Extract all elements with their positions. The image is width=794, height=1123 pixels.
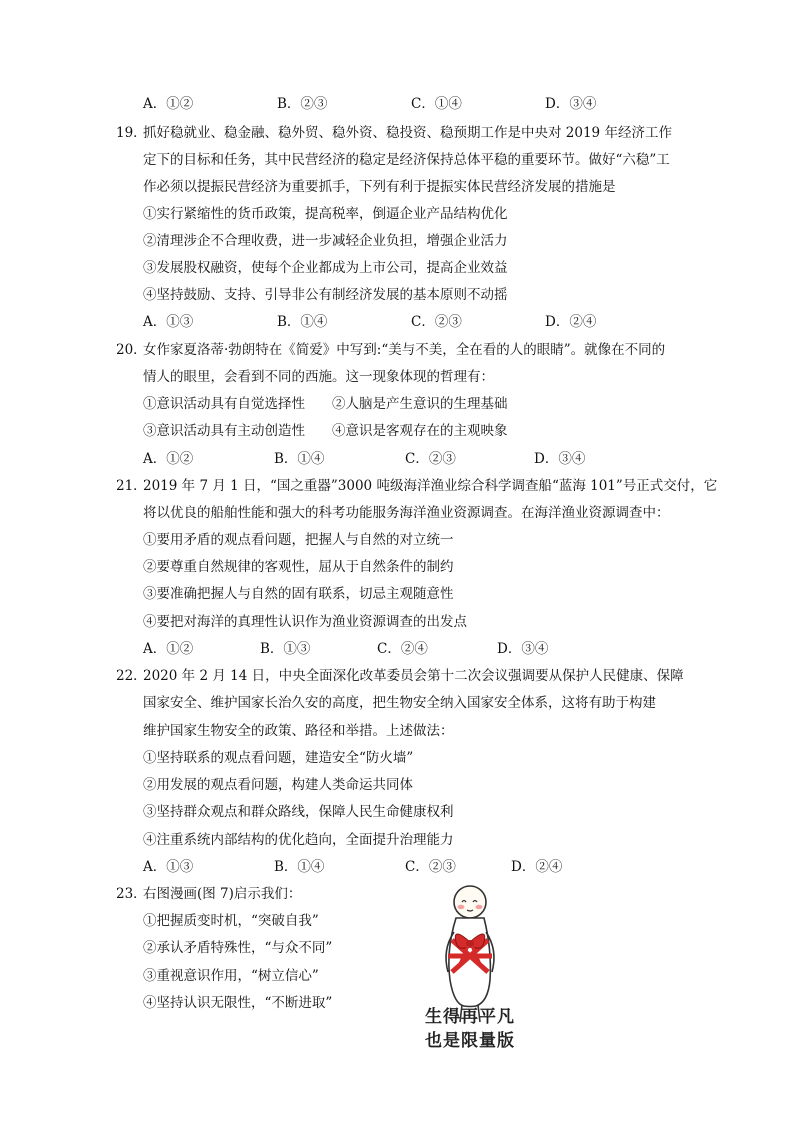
q21-option-b: B．①③ (260, 641, 311, 657)
q21-item: ②要尊重自然规律的客观性，屈从于自然条件的制约 (143, 559, 454, 575)
q23-item: ②承认矛盾特殊性，“与众不同” (143, 940, 333, 956)
q20-item: ①意识活动具有自觉选择性 ②人脑是产生意识的生理基础 (143, 396, 508, 412)
q22-number: 22． (116, 668, 147, 684)
q21-number: 21． (116, 478, 147, 494)
q20-option-c: C．②③ (405, 451, 456, 467)
q22-item: ③坚持群众观点和群众路线，保障人民生命健康权利 (143, 804, 454, 820)
q18-option-a: A．①② (143, 96, 194, 112)
q22-item: ①坚持联系的观点看问题，建造安全“防火墙” (143, 750, 414, 766)
q23-item: ③重视意识作用，“树立信心” (143, 968, 319, 984)
q18-option-d: D．③④ (545, 96, 597, 112)
q22-option-c: C．②③ (405, 859, 456, 875)
q22-stem-line: 2020 年 2 月 14 日，中央全面深化改革委员会第十二次会议强调要从保护人民健康、保障 (143, 668, 684, 684)
q23-number: 23． (116, 886, 147, 902)
q23-stem-line: 右图漫画(图 7)启示我们： (143, 886, 302, 902)
q22-stem-line: 维护国家生物安全的政策、路径和举措。上述做法： (143, 723, 454, 739)
cartoon-caption-line2: 也是限量版 (425, 1031, 515, 1051)
q19-stem-line: 抓好稳就业、稳金融、稳外贸、稳外资、稳投资、稳预期工作是中央对 2019 年经济工作 (143, 125, 672, 141)
q19-option-b: B．①④ (277, 314, 328, 330)
q20-stem-line: 女作家夏洛蒂·勃朗特在《简爱》中写到:“美与不美，全在看的人的眼睛”。就像在不同的 (143, 342, 666, 358)
q20-option-d: D．③④ (534, 451, 586, 467)
q21-stem-line: 2019 年 7 月 1 日，“国之重器”3000 吨级海洋渔业综合科学调查船“蓝海 101”号正式交付，它 (143, 478, 718, 494)
q19-option-d: D．②④ (545, 314, 597, 330)
q21-item: ①要用矛盾的观点看问题，把握人与自然的对立统一 (143, 532, 454, 548)
q22-option-d: D．②④ (511, 859, 563, 875)
q23-item: ①把握质变时机，“突破自我” (143, 913, 319, 929)
q19-item: ②清理涉企不合理收费，进一步减轻企业负担，增强企业活力 (143, 233, 508, 249)
q21-option-c: C．②④ (377, 641, 428, 657)
q19-option-a: A．①③ (143, 314, 194, 330)
q20-item: ③意识活动具有主动创造性 ④意识是客观存在的主观映象 (143, 423, 508, 439)
q23-item: ④坚持认识无限性，“不断进取” (143, 995, 333, 1011)
q21-option-d: D．③④ (497, 641, 549, 657)
q20-option-a: A．①② (143, 451, 194, 467)
q21-item: ④要把对海洋的真理性认识作为渔业资源调查的出发点 (143, 614, 467, 630)
q22-stem-line: 国家安全、维护国家长治久安的高度，把生物安全纳入国家安全体系，这将有助于构建 (143, 695, 656, 711)
q22-option-b: B．①④ (274, 859, 325, 875)
q22-option-a: A．①③ (143, 859, 194, 875)
cartoon-caption-line1: 生得再平凡 (425, 1007, 515, 1027)
q20-number: 20． (116, 342, 147, 358)
q21-option-a: A．①② (143, 641, 194, 657)
q19-item: ④坚持鼓励、支持、引导非公有制经济发展的基本原则不动摇 (143, 287, 508, 303)
q18-option-b: B．②③ (277, 96, 328, 112)
q22-item: ④注重系统内部结构的优化趋向，全面提升治理能力 (143, 832, 454, 848)
q18-option-c: C．①④ (411, 96, 462, 112)
q19-item: ①实行紧缩性的货币政策，提高税率，倒逼企业产品结构优化 (143, 206, 508, 222)
q19-stem-line: 作必须以提振民营经济为重要抓手，下列有利于提振实体民营经济发展的措施是 (143, 179, 616, 195)
q20-stem-line: 情人的眼里，会看到不同的西施。这一现象体现的哲理有： (143, 369, 494, 385)
q19-option-c: C．②③ (411, 314, 462, 330)
q21-item: ③要准确把握人与自然的固有联系，切忌主观随意性 (143, 586, 454, 602)
q19-item: ③发展股权融资，使每个企业都成为上市公司，提高企业效益 (143, 260, 508, 276)
q19-number: 19． (116, 125, 147, 141)
q19-stem-line: 定下的目标和任务，其中民营经济的稳定是经济保持总体平稳的重要环节。做好“六稳”工 (143, 152, 670, 168)
q21-stem-line: 将以优良的船舶性能和强大的科考功能服务海洋渔业资源调查。在海洋渔业资源调查中： (143, 505, 670, 521)
q22-item: ②用发展的观点看问题，构建人类命运共同体 (143, 777, 413, 793)
q20-option-b: B．①④ (274, 451, 325, 467)
